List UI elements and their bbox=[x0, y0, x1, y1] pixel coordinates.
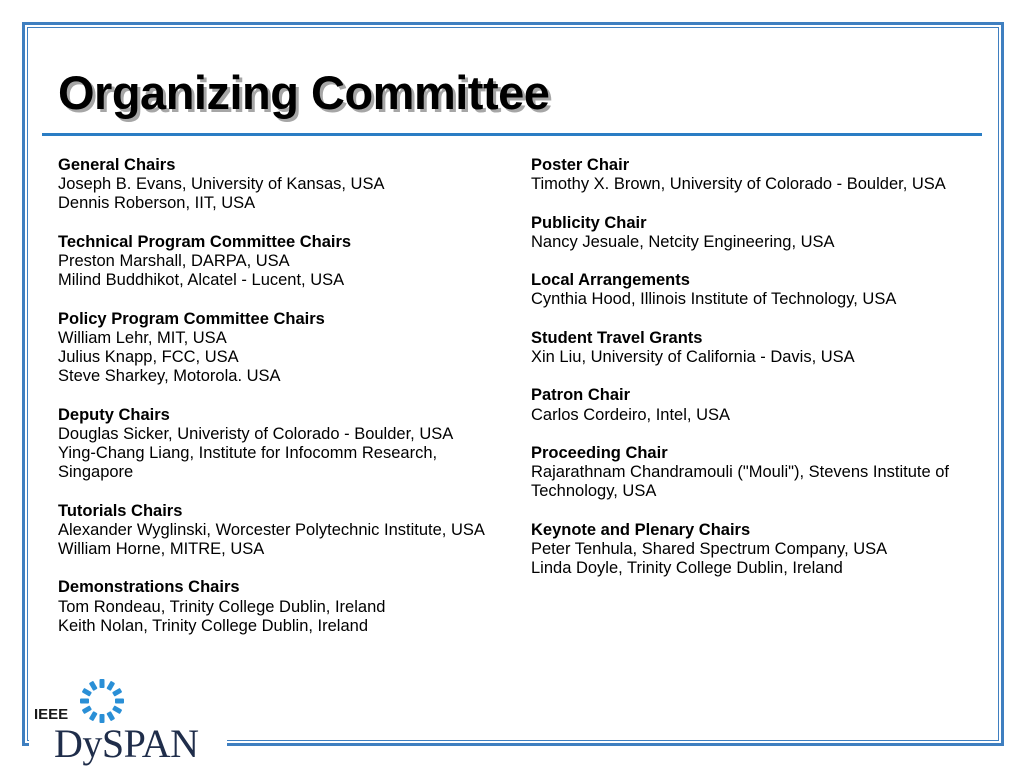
member-entry: Linda Doyle, Trinity College Dublin, Ireland bbox=[531, 559, 843, 578]
section-heading: Poster Chair bbox=[531, 156, 630, 174]
committee-section bbox=[531, 521, 971, 579]
section-heading: Technical Program Committee Chairs bbox=[58, 232, 352, 251]
member-entry: Joseph B. Evans, University of Kansas, USA bbox=[58, 175, 385, 194]
section-heading: Tutorials Chairs bbox=[58, 501, 183, 520]
member-entry: Preston Marshall, DARPA, USA bbox=[58, 252, 290, 270]
member-entry: Keith Nolan, Trinity College Dublin, Ireland bbox=[58, 616, 368, 635]
section-heading: Publicity Chair bbox=[531, 213, 647, 232]
member-entry: Steve Sharkey, Motorola. USA bbox=[58, 367, 281, 386]
member-entry: Timothy X. Brown, University of Colorado - Boulder, USA bbox=[531, 175, 946, 194]
committee-section bbox=[531, 329, 971, 367]
member-entry: Carlos Cordeiro, Intel, USA bbox=[531, 405, 730, 424]
member-entry: Douglas Sicker, Univeristy of Colorado - Boulder, USA bbox=[58, 424, 454, 443]
member-entry: Julius Knapp, FCC, USA bbox=[58, 348, 239, 366]
title-divider bbox=[42, 133, 982, 136]
member-entry: William Lehr, MIT, USA bbox=[58, 328, 227, 347]
member-entry: Alexander Wyglinski, Worcester Polytechnic Institute, USA bbox=[58, 520, 485, 539]
committee-section bbox=[531, 214, 971, 252]
section-heading: Proceeding Chair bbox=[531, 443, 668, 462]
committee-section bbox=[58, 502, 498, 560]
section-heading: Keynote and Plenary Chairs bbox=[531, 520, 751, 539]
member-entry: Rajarathnam Chandramouli ("Mouli"), Stevens Institute of Technology, USA bbox=[531, 463, 949, 501]
member-entry: Milind Buddhikot, Alcatel - Lucent, USA bbox=[58, 271, 345, 290]
left-column bbox=[58, 156, 498, 655]
committee-section bbox=[58, 156, 498, 214]
member-entry: Dennis Roberson, IIT, USA bbox=[58, 194, 256, 213]
member-entry: Tom Rondeau, Trinity College Dublin, Ireland bbox=[58, 597, 386, 616]
section-heading: General Chairs bbox=[58, 156, 176, 174]
section-heading: Deputy Chairs bbox=[58, 405, 170, 424]
member-entry: Nancy Jesuale, Netcity Engineering, USA bbox=[531, 232, 835, 251]
page-title: Organizing Committee bbox=[58, 66, 550, 119]
section-heading: Student Travel Grants bbox=[531, 328, 703, 347]
committee-section bbox=[531, 444, 971, 502]
committee-section bbox=[58, 310, 498, 387]
committee-section bbox=[531, 156, 971, 194]
section-heading: Patron Chair bbox=[531, 386, 631, 405]
logo-wordmark: DySPAN bbox=[54, 721, 199, 766]
committee-section bbox=[58, 578, 498, 636]
member-entry: Cynthia Hood, Illinois Institute of Technology, USA bbox=[531, 290, 897, 309]
member-entry: Peter Tenhula, Shared Spectrum Company, USA bbox=[531, 539, 888, 558]
section-heading: Policy Program Committee Chairs bbox=[58, 309, 325, 328]
committee-section bbox=[58, 233, 498, 291]
logo-org-label: IEEE bbox=[34, 706, 69, 723]
committee-section bbox=[58, 406, 498, 483]
dyspan-logo bbox=[29, 676, 227, 766]
section-heading: Demonstrations Chairs bbox=[58, 578, 240, 597]
member-entry: William Horne, MITRE, USA bbox=[58, 540, 265, 558]
right-column bbox=[531, 156, 971, 598]
section-heading: Local Arrangements bbox=[531, 271, 690, 290]
member-entry: Xin Liu, University of California - Davis, USA bbox=[531, 347, 855, 366]
committee-section bbox=[531, 271, 971, 309]
dyspan-burst-icon bbox=[77, 676, 127, 726]
member-entry: Ying-Chang Liang, Institute for Infocomm Research, Singapore bbox=[58, 444, 438, 482]
committee-section bbox=[531, 386, 971, 424]
